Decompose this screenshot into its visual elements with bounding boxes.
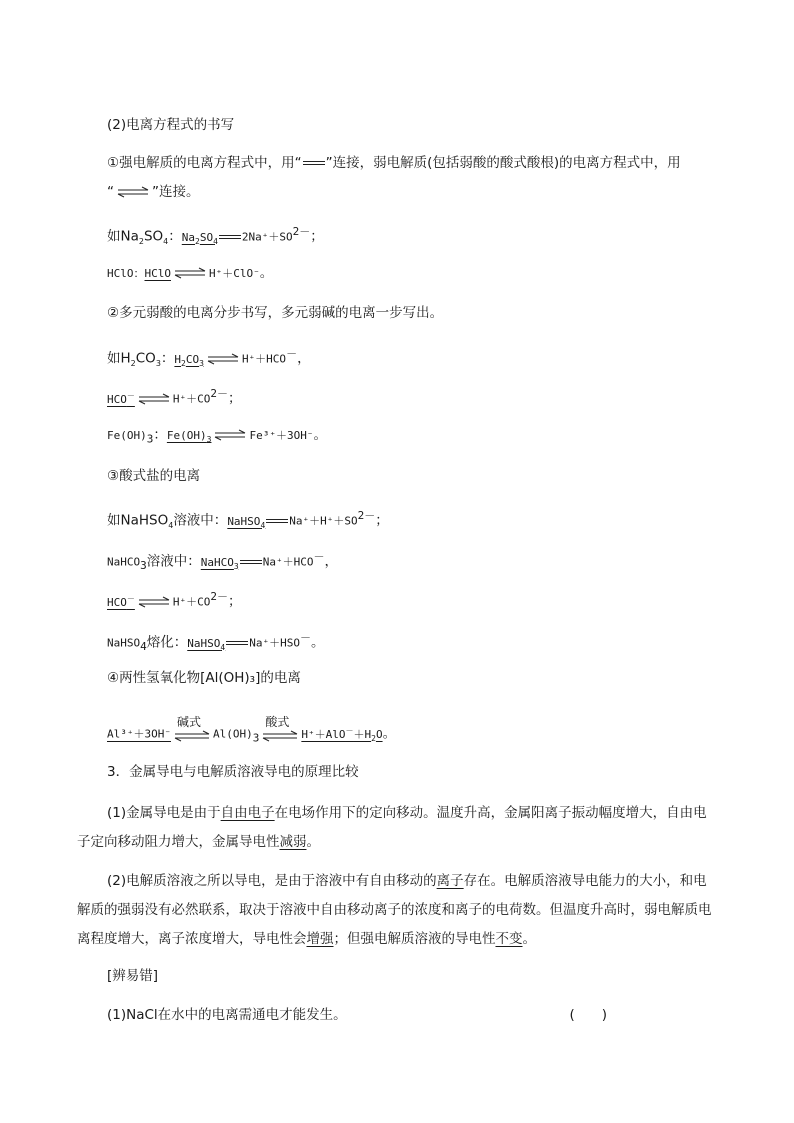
rule-4: ④两性氢氧化物[Al(OH)₃]的电离	[107, 670, 301, 686]
answer-blank: 自由电子	[220, 805, 275, 821]
products: H⁺＋CO	[172, 392, 211, 406]
colon: ：	[153, 427, 167, 443]
subscript: 2	[138, 237, 144, 247]
answer-blank: 不变	[495, 931, 523, 947]
charge: －	[313, 550, 325, 563]
subscript: 4	[168, 521, 174, 531]
rule-1-part-b: ”连接，弱电解质(包括弱酸的酸式酸根)的电离方程式中，用	[325, 155, 681, 171]
text: 存在。电解质溶液导电能力的大小，和电解质的强弱没有必然联系，取决于溶液中自由移动离子的浓度和离子的电荷数。但温度升高时，弱电解质电离程度增大，离子浓度增大，导电性会	[77, 873, 712, 947]
eq-hco3-step-2	[107, 587, 242, 613]
products: H⁺＋CO	[172, 595, 211, 609]
charge: 2－	[292, 225, 311, 238]
punct: ；	[228, 593, 242, 610]
formula: Al(OH)	[212, 727, 253, 741]
formula: HCO	[107, 392, 127, 406]
eq-lead: 溶液中：	[173, 512, 228, 529]
text: (2)电解质溶液之所以导电，是由于溶液中有自由移动的	[107, 873, 437, 889]
formula: Na	[181, 230, 196, 244]
subscript: 3	[140, 559, 147, 573]
eq-lead: HClO：	[107, 267, 145, 280]
subscript: 4	[213, 236, 218, 246]
rule-1-cont	[107, 182, 200, 202]
subscript: 3	[199, 358, 204, 368]
punct: 。	[382, 725, 397, 742]
eq-hclo	[107, 263, 273, 284]
subscript: 3	[146, 432, 154, 446]
question-1	[107, 1005, 607, 1025]
equals-sign-icon	[303, 158, 325, 168]
formula: HClO	[144, 267, 171, 280]
eq-lead: Fe(OH)	[107, 429, 147, 442]
formula: O	[375, 727, 383, 741]
colon: ：	[168, 228, 182, 245]
eq-lead: 如Na	[107, 228, 139, 245]
reversible-arrow-icon	[206, 353, 240, 365]
formula: H	[174, 352, 182, 366]
punct: ，	[297, 350, 311, 367]
subscript: 3	[252, 731, 260, 745]
rule-3: ③酸式盐的电离	[107, 468, 201, 484]
section-3-title: 3．金属导电与电解质溶液导电的原理比较	[107, 764, 359, 780]
eq-lead: NaHCO	[107, 555, 141, 569]
text: 在电场作用下的定向移动。温度升高，金属阳离子振动幅度增大，自由电子定向移动阻力增大，金属导电性	[77, 805, 707, 850]
eq-lead: 溶液中：	[146, 553, 201, 570]
rule-2: ②多元弱酸的电离分步书写，多元弱碱的电离一步写出。	[107, 305, 444, 321]
answer-blank: 离子	[436, 873, 464, 889]
answer-bracket[interactable]: ( )	[569, 1007, 607, 1023]
rule-1-part-d: ”连接。	[152, 184, 200, 200]
subscript: 4	[260, 520, 266, 530]
equation-body	[182, 231, 218, 244]
charge: 2－	[357, 509, 376, 522]
equation-body	[301, 728, 382, 741]
arrow-label: 碱式	[176, 714, 201, 729]
answer-blank: 增强	[306, 931, 334, 947]
punct: ，	[324, 553, 338, 570]
base-reversible-arrow-icon	[173, 714, 211, 740]
products: H⁺＋HCO	[241, 352, 287, 366]
paragraph-electrolyte-conduction	[77, 867, 717, 954]
answer-blank: 减弱	[279, 834, 307, 850]
eq-h2co3	[107, 344, 311, 374]
eq-lead: 如NaHSO	[107, 512, 169, 529]
equals-sign-icon	[226, 638, 248, 648]
formula: ＋H	[353, 727, 372, 741]
eq-lead: SO	[143, 228, 164, 245]
equation-body	[166, 429, 212, 445]
subscript: 3	[206, 435, 212, 445]
question-text: (1)NaCl在水中的电离需通电才能发生。	[107, 1007, 347, 1023]
rule-1-part-c: “	[107, 184, 114, 200]
equation-body	[107, 593, 135, 609]
charge: －	[126, 390, 135, 400]
equation-body	[227, 515, 265, 528]
charge: －	[299, 631, 311, 644]
charge: －	[286, 347, 298, 360]
formula: Al³⁺＋3OH⁻	[107, 727, 171, 741]
punct: 。	[259, 265, 274, 281]
reversible-arrow-icon	[137, 596, 171, 608]
equation-body	[174, 353, 204, 366]
reversible-arrow-icon	[173, 267, 207, 279]
equals-sign-icon	[266, 516, 288, 526]
equation-body	[107, 390, 135, 406]
eq-nahso4-solution	[107, 506, 389, 536]
subscript: 2	[371, 733, 376, 743]
charge: －	[345, 726, 354, 735]
eq-nahco3-solution	[107, 547, 338, 577]
eq-na2so4	[107, 222, 324, 252]
text: 。	[522, 931, 536, 947]
formula: H⁺＋AlO	[301, 727, 346, 741]
colon: ：	[160, 350, 175, 367]
punct: ；	[375, 512, 389, 529]
subscript: 2	[195, 236, 200, 246]
eq-aloh3	[107, 714, 397, 749]
subscript: 3	[233, 561, 239, 571]
punct: 。	[313, 427, 327, 443]
punct: ；	[310, 228, 324, 245]
acid-reversible-arrow-icon	[261, 714, 299, 740]
text: ；但强电解质溶液的导电性	[333, 931, 496, 947]
heading-ionization-equation: (2)电离方程式的书写	[107, 117, 235, 133]
eq-feoh3	[107, 425, 327, 450]
equals-sign-icon	[219, 232, 241, 242]
formula: HCO	[107, 595, 127, 609]
punct: ；	[228, 390, 242, 407]
punct: 。	[310, 634, 325, 651]
formula: NaHSO	[187, 636, 221, 650]
charge: 2－	[210, 590, 228, 603]
text: (1)金属导电是由于	[107, 805, 221, 821]
paragraph-metal-conduction	[77, 799, 717, 857]
equation-body	[187, 637, 225, 650]
formula: Fe(OH)	[166, 429, 207, 442]
arrow-label: 酸式	[265, 714, 290, 729]
text: 。	[306, 834, 320, 850]
eq-lead: CO	[135, 350, 156, 367]
reversible-arrow-icon	[137, 393, 171, 405]
rule-1	[107, 153, 681, 173]
subscript: 4	[140, 640, 147, 654]
subscript: 2	[130, 359, 136, 369]
products: Na⁺＋HCO	[262, 555, 314, 569]
subscript: 4	[220, 642, 226, 652]
eq-lead: NaHSO	[107, 636, 141, 650]
eq-nahso4-melt	[107, 628, 324, 658]
eq-hco3-step	[107, 384, 242, 410]
reversible-arrow-icon	[213, 429, 247, 441]
products: Fe³⁺＋3OH⁻	[249, 429, 314, 442]
charge: －	[126, 593, 135, 603]
formula: CO	[185, 352, 200, 366]
reversible-arrow-icon	[114, 184, 152, 200]
equals-sign-icon	[240, 557, 262, 567]
charge: 2－	[210, 387, 228, 400]
subscript: 4	[163, 237, 169, 247]
products: Na⁺＋H⁺＋SO	[289, 514, 358, 528]
rule-1-part-a: ①强电解质的电离方程式中，用“	[107, 155, 302, 171]
eq-lead: 熔化：	[146, 634, 188, 651]
subscript: 2	[181, 358, 186, 368]
formula: NaHCO	[200, 555, 234, 569]
eq-lead: 如H	[107, 350, 131, 367]
formula: NaHSO	[227, 514, 261, 528]
products: 2Na⁺＋SO	[241, 230, 293, 244]
subscript: 3	[155, 359, 161, 369]
heading-bianyicuo: [辨易错]	[107, 968, 159, 984]
equation-body	[201, 556, 239, 569]
products: Na⁺＋HSO	[249, 636, 300, 650]
products: H⁺＋ClO⁻	[209, 267, 260, 280]
formula: SO	[199, 230, 214, 244]
